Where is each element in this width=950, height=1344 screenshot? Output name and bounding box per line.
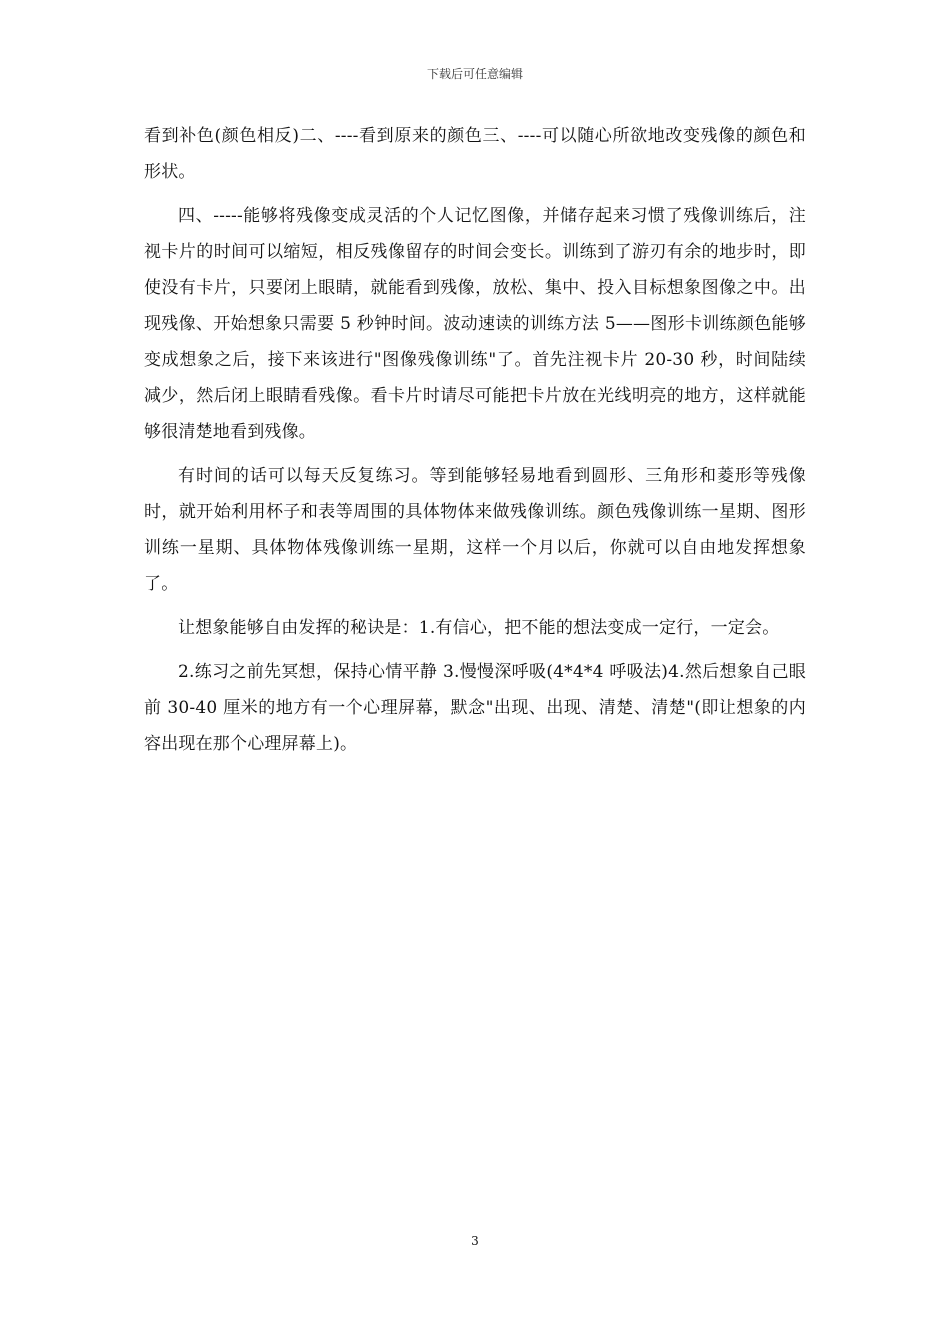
paragraph-1: 看到补色(颜色相反)二、----看到原来的颜色三、----可以随心所欲地改变残像的颜色和形状。 <box>144 126 806 182</box>
paragraph-2: 四、-----能够将残像变成灵活的个人记忆图像，并储存起来习惯了残像训练后，注视卡片的时间可以缩短，相反残像留存的时间会变长。训练到了游刃有余的地步时，即使没有卡片，只要闭上眼睛，就能看到残像，放松、集中、投入目标想象图像之中。出现残像、开始想象只需要 5 秒钟时间。波动速读的训练方法 5——图形卡训练颜色能够变成想象之后，接下来该进行"图像残像训练"了。首先注视卡片 20-30 秒，时间陆续减少，然后闭上眼睛看残像。看卡片时请尽可能把卡片放在光线明亮的地方，这样就能够很清楚地看到残像。 <box>144 206 806 442</box>
document-body <box>144 118 806 770</box>
page-header: 下载后可任意编辑 <box>426 67 523 81</box>
paragraph-3: 有时间的话可以每天反复练习。等到能够轻易地看到圆形、三角形和菱形等残像时，就开始利用杯子和表等周围的具体物体来做残像训练。颜色残像训练一星期、图形训练一星期、具体物体残像训练一星期，这样一个月以后，你就可以自由地发挥想象了。 <box>144 466 806 594</box>
paragraph-4: 让想象能够自由发挥的秘诀是：1.有信心，把不能的想法变成一定行，一定会。 <box>178 618 780 638</box>
page-number: 3 <box>471 1234 479 1248</box>
paragraph-5: 2.练习之前先冥想，保持心情平静 3.慢慢深呼吸(4*4*4 呼吸法)4.然后想象自己眼前 30-40 厘米的地方有一个心理屏幕，默念"出现、出现、清楚、清楚"(即让想象的内容出现在那个心理屏幕上)。 <box>144 662 806 754</box>
